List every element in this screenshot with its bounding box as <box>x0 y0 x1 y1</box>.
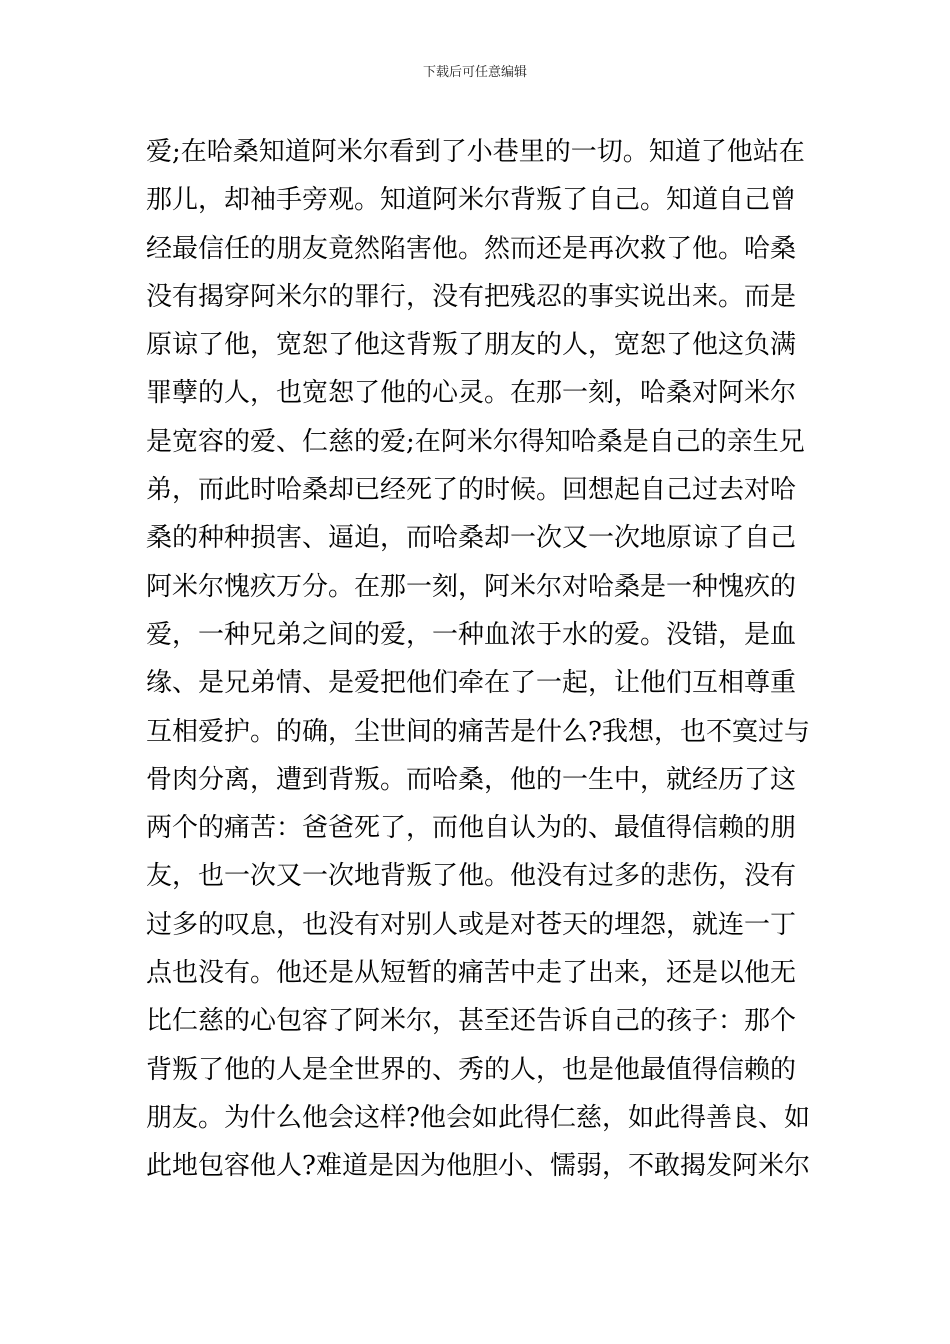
text-line: 过多的叹息，也没有对别人或是对苍天的埋怨，就连一丁 <box>146 909 797 940</box>
text-line: 经最信任的朋友竟然陷害他。然而还是再次救了他。哈桑 <box>146 233 797 264</box>
text-line: 两个的痛苦：爸爸死了，而他自认为的、最值得信赖的朋 <box>146 813 797 844</box>
text-line: 桑的种种损害、逼迫，而哈桑却一次又一次地原谅了自己 <box>146 523 797 554</box>
text-line: 点也没有。他还是从短暂的痛苦中走了出来，还是以他无 <box>146 958 797 989</box>
text-line: 此地包容他人?难道是因为他胆小、懦弱，不敢揭发阿米尔 <box>146 1151 810 1182</box>
text-line: 比仁慈的心包容了阿米尔，甚至还告诉自己的孩子：那个 <box>146 1006 797 1037</box>
text-line: 没有揭穿阿米尔的罪行，没有把残忍的事实说出来。而是 <box>146 281 797 312</box>
body-text <box>146 128 816 1191</box>
text-line: 阿米尔愧疚万分。在那一刻，阿米尔对哈桑是一种愧疚的 <box>146 571 797 602</box>
text-line: 互相爱护。的确，尘世间的痛苦是什么?我想，也不寞过与 <box>146 716 810 747</box>
text-line: 那儿，却袖手旁观。知道阿米尔背叛了自己。知道自己曾 <box>146 185 797 216</box>
text-line: 骨肉分离，遭到背叛。而哈桑，他的一生中，就经历了这 <box>146 764 797 795</box>
text-line: 弟，而此时哈桑却已经死了的时候。回想起自己过去对哈 <box>146 475 797 506</box>
text-line: 缘、是兄弟情、是爱把他们牵在了一起，让他们互相尊重 <box>146 668 797 699</box>
text-line: 爱;在哈桑知道阿米尔看到了小巷里的一切。知道了他站在 <box>146 137 805 167</box>
text-line: 原谅了他，宽恕了他这背叛了朋友的人，宽恕了他这负满 <box>146 330 797 361</box>
text-line: 朋友。为什么他会这样?他会如此得仁慈，如此得善良、如 <box>146 1102 810 1133</box>
page-header: 下载后可任意编辑 <box>422 65 527 80</box>
text-line: 是宽容的爱、仁慈的爱;在阿米尔得知哈桑是自己的亲生兄 <box>146 426 805 457</box>
text-line: 罪孽的人，也宽恕了他的心灵。在那一刻，哈桑对阿米尔 <box>146 378 797 409</box>
text-line: 背叛了他的人是全世界的、秀的人，也是他最值得信赖的 <box>146 1054 797 1085</box>
text-line: 爱，一种兄弟之间的爱，一种血浓于水的爱。没错，是血 <box>146 619 797 650</box>
text-line: 友，也一次又一次地背叛了他。他没有过多的悲伤，没有 <box>146 861 797 892</box>
